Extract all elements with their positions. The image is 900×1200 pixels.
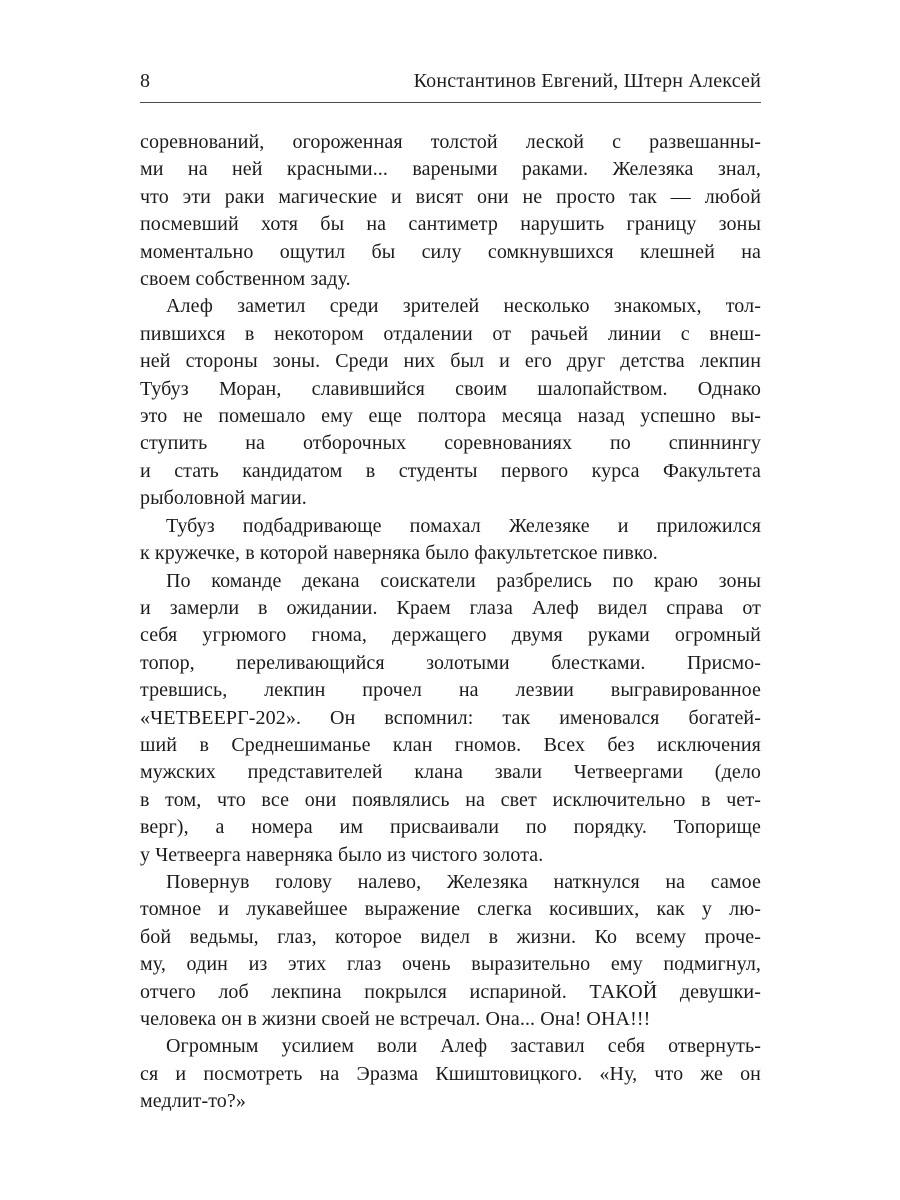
- text-line: ней стороны зоны. Среди них был и его друг детства лекпин: [140, 350, 761, 373]
- paragraph: [140, 568, 761, 869]
- text-line: посмевший хотя бы на сантиметр нарушить границу зоны: [140, 213, 761, 236]
- paragraph: [140, 1033, 761, 1115]
- running-head-authors: Константинов Евгений, Штерн Алексей: [413, 70, 761, 92]
- text-line: Огромным усилием воли Алеф заставил себя отвернуть-: [166, 1035, 761, 1058]
- text-line: ся и посмотреть на Эразма Кшиштовицкого. «Ну, что же он: [140, 1062, 761, 1085]
- text-line: Тубуз Моран, славившийся своим шалопайством. Однако: [140, 377, 761, 400]
- text-line: в том, что все они появлялись на свет исключительно в чет-: [140, 788, 761, 811]
- text-line: себя угрюмого гнома, держащего двумя руками огромный: [140, 624, 761, 647]
- text-line: Повернув голову налево, Железяка наткнулся на самое: [166, 870, 761, 893]
- text-line: это не помешало ему еще полтора месяца назад успешно вы-: [140, 405, 761, 428]
- text-line: «ЧЕТВЕЕРГ-202». Он вспомнил: так именовался богатей-: [140, 706, 761, 729]
- text-line: пившихся в некотором отдалении от рачьей линии с внеш-: [140, 322, 761, 345]
- text-line: моментально ощутил бы силу сомкнувшихся клешней на: [140, 240, 761, 263]
- text-line: что эти раки магические и висят они не просто так — любой: [140, 185, 761, 208]
- text-line: ми на ней красными... вареными раками. Железяка знал,: [140, 158, 761, 181]
- text-line: медлит-то?»: [140, 1090, 246, 1113]
- text-line: ступить на отборочных соревнованиях по спиннингу: [140, 432, 761, 455]
- text-block: [140, 129, 761, 1116]
- text-line: у Четвеерга наверняка было из чистого золота.: [140, 843, 544, 866]
- text-line: соревнований, огороженная толстой леской с развешанны-: [140, 131, 761, 153]
- page-number: 8: [140, 70, 151, 92]
- text-line: человека он в жизни своей не встречал. Она... Она! ОНА!!!: [140, 1008, 651, 1030]
- text-line: тревшись, лекпин прочел на лезвии выгравированное: [140, 679, 761, 702]
- paragraph: [140, 129, 761, 293]
- text-line: отчего лоб лекпина покрылся испариной. ТАКОЙ девушки-: [140, 980, 761, 1003]
- text-line: мужских представителей клана звали Четвеергами (дело: [140, 761, 761, 784]
- text-line: и стать кандидатом в студенты первого курса Факультета: [140, 459, 761, 482]
- paragraph: [140, 293, 761, 512]
- paragraph: [140, 869, 761, 1033]
- text-line: к кружечке, в которой наверняка было факультетское пивко.: [140, 542, 658, 565]
- text-line: Тубуз подбадривающе помахал Железяке и приложился: [166, 514, 761, 537]
- text-line: бой ведьмы, глаз, которое видел в жизни. Ко всему проче-: [140, 925, 761, 948]
- text-line: верг), а номера им присваивали по порядку. Топорище: [140, 816, 761, 839]
- text-line: и замерли в ожидании. Краем глаза Алеф видел справа от: [140, 596, 761, 619]
- paragraph: [140, 513, 761, 568]
- text-line: По команде декана соискатели разбрелись по краю зоны: [166, 569, 761, 592]
- text-line: ший в Среднешиманье клан гномов. Всех без исключения: [140, 733, 761, 756]
- text-line: му, один из этих глаз очень выразительно ему подмигнул,: [140, 953, 761, 976]
- text-line: рыболовной магии.: [140, 487, 307, 510]
- running-header: [140, 70, 761, 103]
- text-line: топор, переливающийся золотыми блестками. Присмо-: [140, 651, 761, 674]
- text-line: томное и лукавейшее выражение слегка косивших, как у лю-: [140, 898, 761, 921]
- text-line: Алеф заметил среди зрителей несколько знакомых, тол-: [166, 295, 761, 318]
- text-line: своем собственном заду.: [140, 268, 351, 291]
